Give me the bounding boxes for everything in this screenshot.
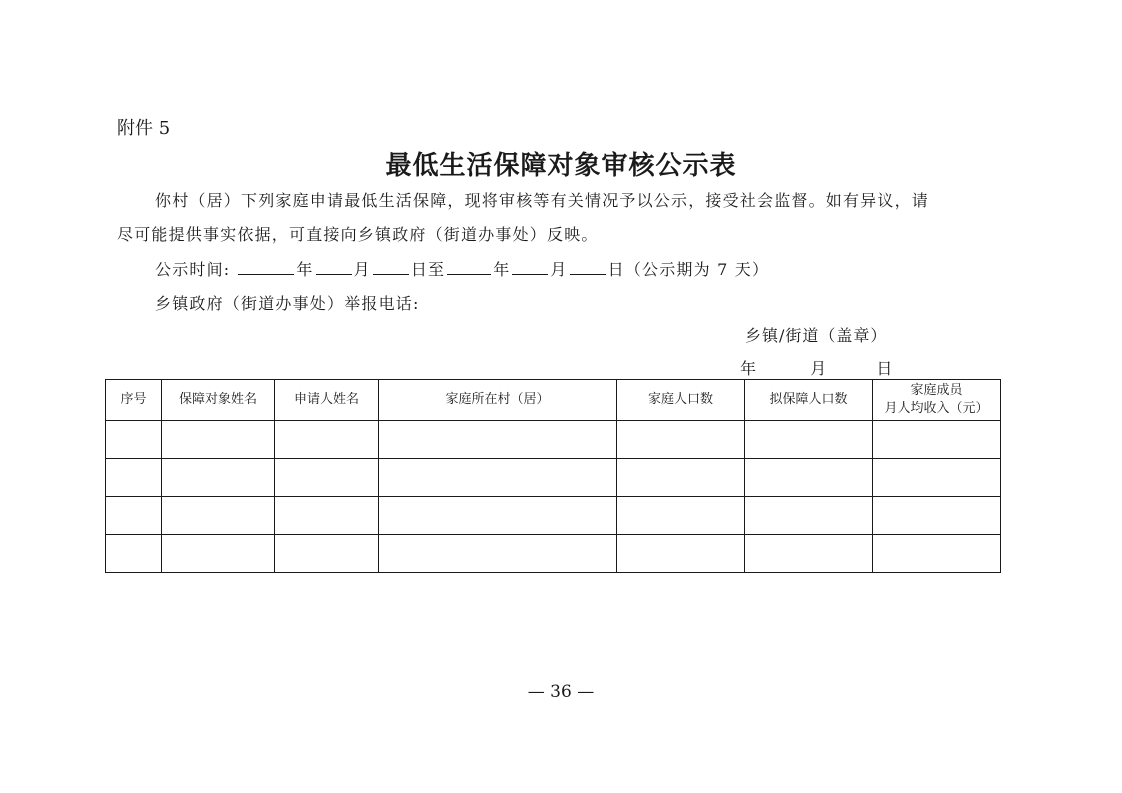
table-cell[interactable] <box>873 535 1001 573</box>
attachment-label: 附件 5 <box>117 118 171 139</box>
table-cell[interactable] <box>162 421 275 459</box>
header-village: 家庭所在村（居） <box>379 380 617 421</box>
table-cell[interactable] <box>745 535 873 573</box>
table-cell[interactable] <box>745 459 873 497</box>
header-income <box>873 380 1001 421</box>
header-applicant-name: 申请人姓名 <box>275 380 379 421</box>
notice-period-line <box>155 257 769 280</box>
end-month-blank <box>512 260 548 275</box>
page-number: — 36 — <box>527 682 595 702</box>
table-cell[interactable] <box>275 497 379 535</box>
header-income-line2: 月人均收入（元） <box>884 401 989 416</box>
table-cell[interactable] <box>617 421 745 459</box>
header-beneficiary-name: 保障对象姓名 <box>162 380 275 421</box>
table-cell[interactable] <box>617 497 745 535</box>
table-cell[interactable] <box>617 535 745 573</box>
table-row <box>106 421 1001 459</box>
end-day-label: 日（公示期为 7 天） <box>607 260 770 279</box>
table-cell[interactable] <box>106 459 162 497</box>
notice-period-label: 公示时间: <box>155 260 231 279</box>
table-cell[interactable] <box>379 535 617 573</box>
start-day-blank <box>373 260 409 275</box>
table-cell[interactable] <box>379 459 617 497</box>
end-year-label: 年 <box>493 260 511 279</box>
end-year-blank <box>447 260 491 275</box>
table-header-row <box>106 380 1001 421</box>
table-cell[interactable] <box>873 497 1001 535</box>
table-cell[interactable] <box>379 421 617 459</box>
table-cell[interactable] <box>162 497 275 535</box>
table-cell[interactable] <box>106 497 162 535</box>
table-cell[interactable] <box>106 535 162 573</box>
table-cell[interactable] <box>873 421 1001 459</box>
date-month-label: 月 <box>810 359 827 378</box>
intro-line-2: 尽可能提供事实依据，可直接向乡镇政府（街道办事处）反映。 <box>117 225 599 244</box>
table-cell[interactable] <box>275 459 379 497</box>
page-title: 最低生活保障对象审核公示表 <box>385 151 737 181</box>
review-table <box>105 379 1001 573</box>
table-row <box>106 535 1001 573</box>
header-income-line1: 家庭成员 <box>910 383 963 398</box>
table-row <box>106 497 1001 535</box>
table-row <box>106 459 1001 497</box>
stamp-label: 乡镇/街道（盖章） <box>745 326 888 345</box>
start-day-to-label: 日至 <box>410 260 446 279</box>
end-day-blank <box>570 260 606 275</box>
table-cell[interactable] <box>275 535 379 573</box>
table-cell[interactable] <box>745 421 873 459</box>
table-cell[interactable] <box>275 421 379 459</box>
intro-line-1: 你村（居）下列家庭申请最低生活保障，现将审核等有关情况予以公示，接受社会监督。如有异议，请 <box>155 191 930 210</box>
table-cell[interactable] <box>106 421 162 459</box>
date-row <box>740 356 892 379</box>
start-year-blank <box>238 260 294 275</box>
table-cell[interactable] <box>162 459 275 497</box>
date-day-label: 日 <box>876 359 893 378</box>
start-month-blank <box>316 260 352 275</box>
date-year-label: 年 <box>740 359 757 378</box>
table-cell[interactable] <box>379 497 617 535</box>
report-phone-label: 乡镇政府（街道办事处）举报电话: <box>155 294 420 313</box>
table-cell[interactable] <box>873 459 1001 497</box>
header-covered-count: 拟保障人口数 <box>745 380 873 421</box>
end-month-label: 月 <box>550 260 568 279</box>
table-cell[interactable] <box>617 459 745 497</box>
start-year-label: 年 <box>296 260 314 279</box>
header-serial: 序号 <box>106 380 162 421</box>
start-month-label: 月 <box>353 260 371 279</box>
table-cell[interactable] <box>745 497 873 535</box>
header-household-size: 家庭人口数 <box>617 380 745 421</box>
table-cell[interactable] <box>162 535 275 573</box>
